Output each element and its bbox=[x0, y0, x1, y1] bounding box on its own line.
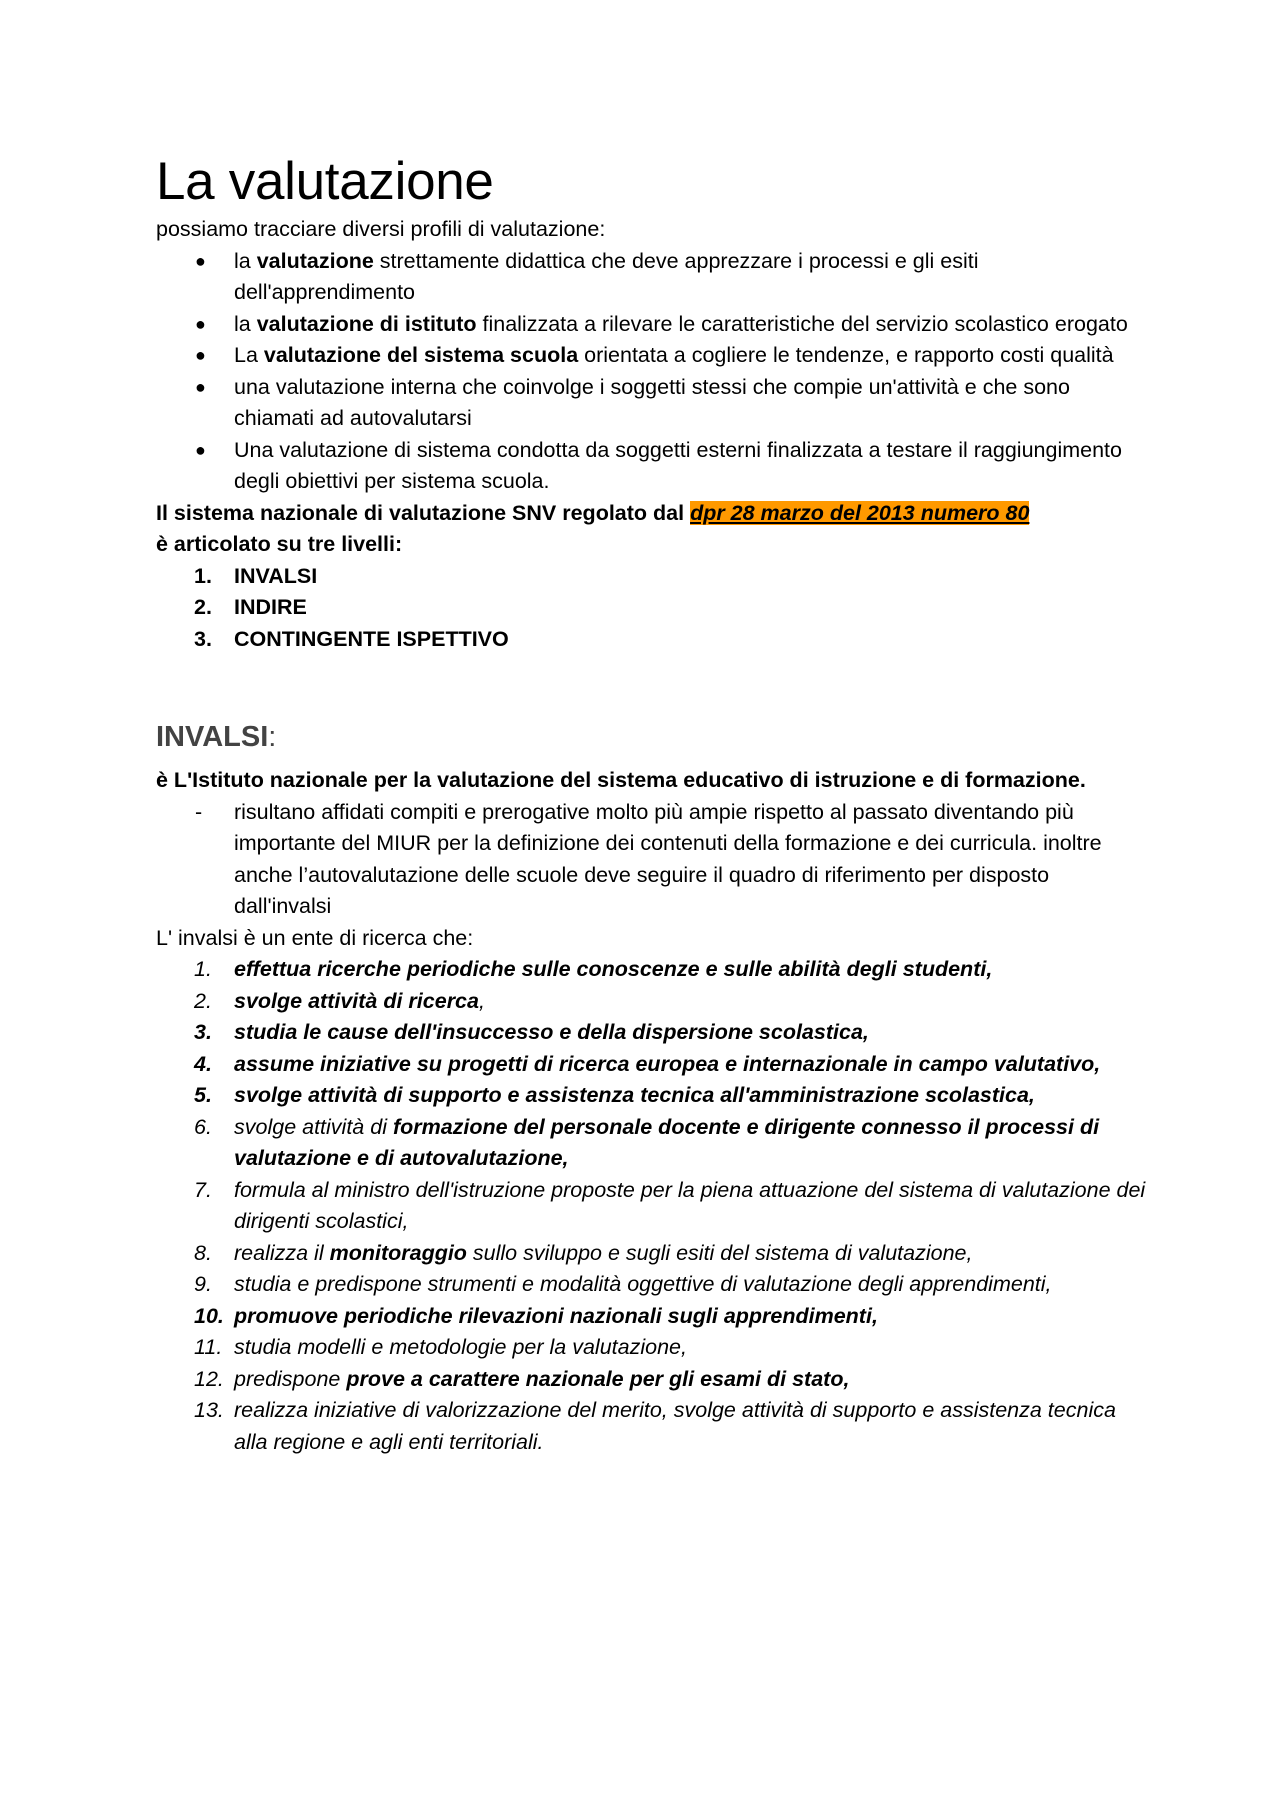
list-item: 12. predispone prove a carattere nazionale per gli esami di stato, bbox=[194, 1366, 850, 1391]
dpr-link[interactable]: dpr 28 marzo del 2013 numero 80 bbox=[690, 500, 1030, 525]
list-item: 2. INDIRE bbox=[194, 595, 307, 619]
snv-paragraph bbox=[156, 498, 1146, 561]
list-item: - risultano affidati compiti e prerogative molto più ampie rispetto al passato diventando più importante del MIUR per la definizione dei contenuti della formazione e dei curricula. inoltre anche l’autovalutazione delle scuole deve seguire il quadro di riferimento per disposto dall'invalsi bbox=[195, 799, 1102, 918]
list-item: 13. realizza iniziative di valorizzazione del merito, svolge attività di supporto e assistenza tecnica alla regione e agli enti territoriali. bbox=[194, 1398, 1116, 1454]
list-item: 7. formula al ministro dell'istruzione proposte per la piena attuazione del sistema di valutazione dei dirigenti scolastici, bbox=[194, 1177, 1146, 1233]
list-item: 10. promuove periodiche rilevazioni nazionali sugli apprendimenti, bbox=[194, 1303, 878, 1328]
list-item: ● Una valutazione di sistema condotta da soggetti esterni finalizzata a testare il raggiungimento degli obiettivi per sistema scuola. bbox=[156, 435, 1146, 498]
list-item: 3. studia le cause dell'insuccesso e della dispersione scolastica, bbox=[194, 1020, 869, 1044]
list-item: 1. effettua ricerche periodiche sulle conoscenze e sulle abilità degli studenti, bbox=[194, 957, 993, 981]
bullet-icon: ● bbox=[195, 313, 206, 334]
list-item: 2. svolge attività di ricerca, bbox=[194, 988, 485, 1013]
bullet-icon: ● bbox=[195, 439, 206, 460]
evaluation-profiles-list bbox=[156, 246, 1146, 498]
list-item: 11. studia modelli e metodologie per la valutazione, bbox=[194, 1335, 687, 1359]
invalsi-ente-text: L' invalsi è un ente di ricerca che: bbox=[156, 925, 474, 950]
list-item: 9. studia e predispone strumenti e modalità oggettive di valutazione degli apprendimenti, bbox=[194, 1272, 1052, 1296]
list-item: ● una valutazione interna che coinvolge i soggetti stessi che compie un'attività e che sono chiamati ad autovalutarsi bbox=[156, 372, 1146, 435]
list-item: 5. svolge attività di supporto e assistenza tecnica all'amministrazione scolastica, bbox=[194, 1083, 1035, 1107]
bullet-icon: ● bbox=[195, 376, 206, 397]
page-title: La valutazione bbox=[156, 152, 494, 211]
list-item: 3. CONTINGENTE ISPETTIVO bbox=[194, 626, 509, 651]
invalsi-tasks-list bbox=[156, 954, 1146, 1458]
list-item: 6. svolge attività di formazione del personale docente e dirigente connesso il processi di valutazione e di autovalutazione, bbox=[194, 1114, 1100, 1170]
list-item: 4. assume iniziative su progetti di ricerca europea e internazionale in campo valutativo, bbox=[194, 1051, 1101, 1076]
list-item: ● la valutazione di istituto finalizzata a rilevare le caratteristiche del servizio scolastico erogato bbox=[156, 309, 1146, 341]
list-item: 1. INVALSI bbox=[194, 563, 318, 588]
invalsi-definition: è L'Istituto nazionale per la valutazione del sistema educativo di istruzione e di formazione. bbox=[156, 768, 1086, 792]
bullet-icon: ● bbox=[195, 345, 206, 365]
invalsi-dash-list bbox=[156, 797, 1146, 923]
snv-text: Il sistema nazionale di valutazione SNV regolato dal bbox=[156, 500, 691, 525]
bullet-icon: ● bbox=[195, 250, 206, 271]
levels-list bbox=[156, 561, 1146, 656]
snv-levels-intro: è articolato su tre livelli: bbox=[156, 532, 403, 556]
invalsi-heading: INVALSI: bbox=[156, 721, 277, 753]
document-page bbox=[156, 150, 1146, 1458]
list-item: ● La valutazione del sistema scuola orientata a cogliere le tendenze, e rapporto costi qualità bbox=[156, 340, 1146, 372]
intro-text: possiamo tracciare diversi profili di valutazione: bbox=[156, 217, 606, 241]
list-item: ● la valutazione strettamente didattica che deve apprezzare i processi e gli esiti dell'apprendimento bbox=[156, 246, 1146, 309]
list-item: 8. realizza il monitoraggio sullo sviluppo e sugli esiti del sistema di valutazione, bbox=[194, 1240, 973, 1265]
